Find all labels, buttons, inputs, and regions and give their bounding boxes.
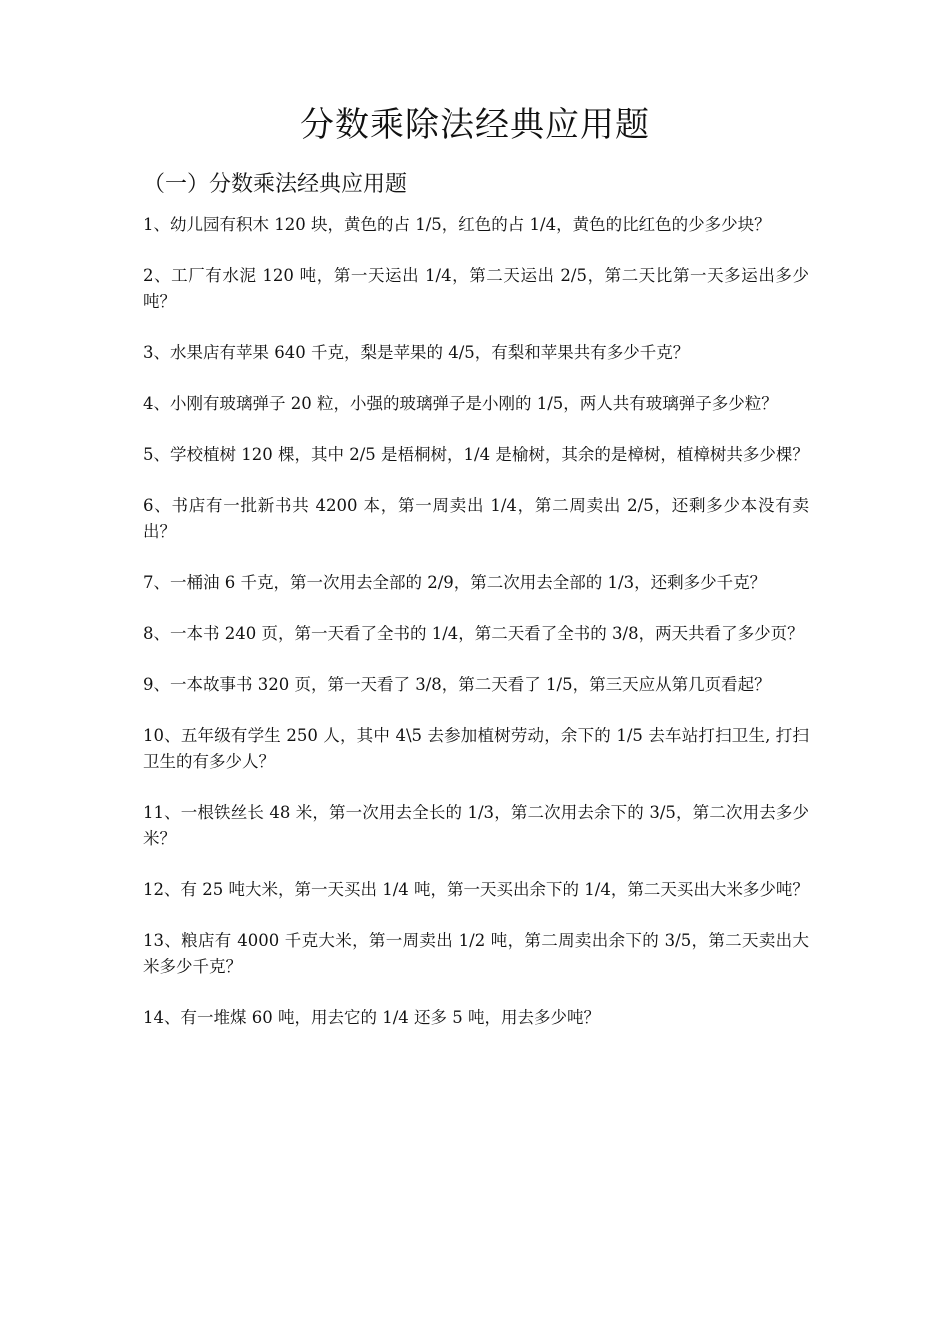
question-item: 2、工厂有水泥 120 吨，第一天运出 1/4，第二天运出 2/5，第二天比第一天多运出多少吨？ [143,266,809,311]
question-item: 5、学校植树 120 棵，其中 2/5 是梧桐树，1/4 是榆树，其余的是樟树，植樟树共多少棵？ [143,445,809,464]
question-item: 11、一根铁丝长 48 米，第一次用去全长的 1/3，第二次用去余下的 3/5，第二次用去多少米？ [143,803,809,848]
question-item: 9、一本故事书 320 页，第一天看了 3/8，第二天看了 1/5，第三天应从第几页看起？ [143,675,771,694]
question-item: 13、粮店有 4000 千克大米，第一周卖出 1/2 吨，第二周卖出余下的 3/5，第二天卖出大米多少千克？ [143,931,809,976]
question-item: 14、有一堆煤 60 吨，用去它的 1/4 还多 5 吨，用去多少吨？ [143,1008,601,1027]
question-item: 4、小刚有玻璃弹子 20 粒，小强的玻璃弹子是小刚的 1/5，两人共有玻璃弹子多少粒？ [143,394,778,413]
question-list [143,212,809,1056]
section-heading: （一）分数乘法经典应用题 [143,172,408,197]
question-item: 12、有 25 吨大米，第一天买出 1/4 吨，第一天买出余下的 1/4，第二天买出大米多少吨？ [143,880,809,899]
document-title: 分数乘除法经典应用题 [300,105,650,145]
question-item: 3、水果店有苹果 640 千克，梨是苹果的 4/5，有梨和苹果共有多少千克？ [143,343,690,362]
question-item: 6、书店有一批新书共 4200 本，第一周卖出 1/4，第二周卖出 2/5，还剩多少本没有卖出？ [143,496,809,541]
question-item: 8、一本书 240 页，第一天看了全书的 1/4，第二天看了全书的 3/8，两天共看了多少页？ [143,624,804,643]
question-item: 10、五年级有学生 250 人，其中 4\5 去参加植树劳动，余下的 1/5 去车站打扫卫生, 打扫卫生的有多少人？ [143,726,809,771]
question-item: 7、一桶油 6 千克，第一次用去全部的 2/9，第二次用去全部的 1/3，还剩多少千克？ [143,573,767,592]
question-item: 1、幼儿园有积木 120 块，黄色的占 1/5，红色的占 1/4，黄色的比红色的少多少块？ [143,215,771,234]
